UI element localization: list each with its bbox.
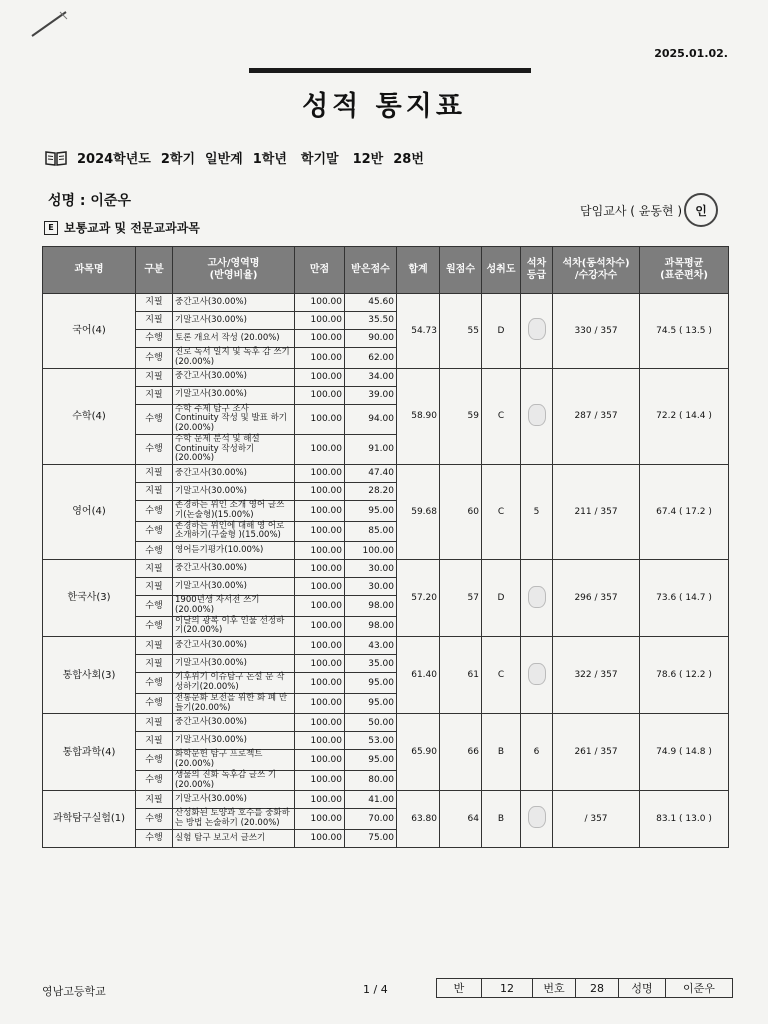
max-score: 100.00: [295, 330, 345, 348]
column-header: 합계: [397, 247, 440, 294]
assessment-type: 수행: [136, 616, 173, 637]
received-score: 98.00: [345, 596, 397, 617]
raw-score: 59: [440, 368, 482, 465]
assessment-type: 지필: [136, 386, 173, 404]
max-score: 100.00: [295, 465, 345, 483]
max-score: 100.00: [295, 312, 345, 330]
received-score: 30.00: [345, 560, 397, 578]
page-number: 1 / 4: [363, 983, 388, 996]
book-icon: [45, 150, 67, 166]
table-row: [43, 714, 729, 732]
rank: 322 / 357: [553, 637, 640, 714]
exam-name: 수학 주제 탐구 조사 Continuity 작성 및 발표 하기(20.00%): [173, 404, 295, 434]
table-row: [43, 368, 729, 386]
semester: 2학기: [160, 152, 196, 167]
track: 일반계: [205, 152, 243, 167]
raw-score: 55: [440, 294, 482, 369]
school-name: 영남고등학교: [42, 985, 106, 998]
total-score: 61.40: [397, 637, 440, 714]
received-score: 100.00: [345, 542, 397, 560]
student-no: 28번: [393, 152, 424, 167]
assessment-type: 지필: [136, 791, 173, 809]
received-score: 53.00: [345, 732, 397, 750]
received-score: 90.00: [345, 330, 397, 348]
exam-name: 중간고사(30.00%): [173, 560, 295, 578]
exam-name: 화학문헌 탐구 프로젝트 (20.00%): [173, 750, 295, 771]
assessment-type: 지필: [136, 578, 173, 596]
received-score: 95.00: [345, 501, 397, 522]
exam-name: 중간고사(30.00%): [173, 637, 295, 655]
max-score: 100.00: [295, 542, 345, 560]
max-score: 100.00: [295, 673, 345, 694]
subject-name: 한국사(3): [43, 560, 136, 637]
class-label: 반: [437, 979, 482, 998]
max-score: 100.00: [295, 809, 345, 830]
exam-name: 기말고사(30.00%): [173, 655, 295, 673]
received-score: 30.00: [345, 578, 397, 596]
teacher-label: 담임교사 ( 윤동현 ): [580, 203, 682, 218]
assessment-type: 수행: [136, 673, 173, 694]
raw-score: 64: [440, 791, 482, 848]
grade-level: 1학년: [252, 152, 287, 167]
term: 학기말: [300, 152, 339, 167]
exam-name: 진로 독서 일지 및 독후 감 쓰기(20.00%): [173, 348, 295, 369]
assessment-type: 지필: [136, 655, 173, 673]
raw-score: 60: [440, 465, 482, 560]
achievement-level: B: [482, 714, 521, 791]
blank-mark: [528, 404, 546, 426]
received-score: 62.00: [345, 348, 397, 369]
class-value: 12: [482, 979, 533, 998]
rank: 330 / 357: [553, 294, 640, 369]
subject-average: 83.1 ( 13.0 ): [640, 791, 729, 848]
class-no: 12반: [352, 152, 384, 167]
subject-name: 영어(4): [43, 465, 136, 560]
subject-average: 67.4 ( 17.2 ): [640, 465, 729, 560]
table-row: [43, 465, 729, 483]
column-header: 만점: [295, 247, 345, 294]
subject-name: 수학(4): [43, 368, 136, 465]
achievement-level: C: [482, 637, 521, 714]
received-score: 95.00: [345, 750, 397, 771]
received-score: 98.00: [345, 616, 397, 637]
pen-mark: [30, 10, 70, 40]
seal-stamp: 인: [684, 193, 718, 227]
received-score: 28.20: [345, 483, 397, 501]
table-row: [43, 791, 729, 809]
achievement-level: B: [482, 791, 521, 848]
assessment-type: 지필: [136, 294, 173, 312]
exam-name: 중간고사(30.00%): [173, 368, 295, 386]
received-score: 80.00: [345, 770, 397, 791]
max-score: 100.00: [295, 501, 345, 522]
assessment-type: 수행: [136, 693, 173, 714]
column-header: 석차 등급: [521, 247, 553, 294]
exam-name: 중간고사(30.00%): [173, 465, 295, 483]
received-score: 41.00: [345, 791, 397, 809]
section-icon: E: [44, 221, 58, 235]
grades-table: [42, 246, 729, 848]
exam-name: 기말고사(30.00%): [173, 386, 295, 404]
total-score: 54.73: [397, 294, 440, 369]
exam-name: 실험 탐구 보고서 글쓰기: [173, 829, 295, 847]
max-score: 100.00: [295, 483, 345, 501]
max-score: 100.00: [295, 294, 345, 312]
exam-name: 기말고사(30.00%): [173, 791, 295, 809]
rank: / 357: [553, 791, 640, 848]
table-row: [43, 560, 729, 578]
received-score: 34.00: [345, 368, 397, 386]
assessment-type: 수행: [136, 542, 173, 560]
page-title: 성적 통지표: [302, 91, 466, 122]
max-score: 100.00: [295, 578, 345, 596]
blank-mark: [528, 806, 546, 828]
assessment-type: 수행: [136, 434, 173, 464]
subject-average: 74.5 ( 13.5 ): [640, 294, 729, 369]
received-score: 95.00: [345, 693, 397, 714]
section-title: 보통교과 및 전문교과과목: [64, 221, 200, 235]
max-score: 100.00: [295, 770, 345, 791]
assessment-type: 수행: [136, 348, 173, 369]
max-score: 100.00: [295, 434, 345, 464]
max-score: 100.00: [295, 791, 345, 809]
rank-grade: [521, 637, 553, 714]
number-value: 28: [576, 979, 619, 998]
subject-average: 73.6 ( 14.7 ): [640, 560, 729, 637]
table-header-row: [43, 247, 729, 294]
column-header: 받은점수: [345, 247, 397, 294]
column-header: 과목명: [43, 247, 136, 294]
assessment-type: 수행: [136, 829, 173, 847]
max-score: 100.00: [295, 655, 345, 673]
received-score: 35.00: [345, 655, 397, 673]
rank-grade: [521, 791, 553, 848]
assessment-type: 수행: [136, 809, 173, 830]
received-score: 85.00: [345, 521, 397, 542]
assessment-type: 지필: [136, 732, 173, 750]
exam-name: 토론 개요서 작성 (20.00%): [173, 330, 295, 348]
subject-average: 78.6 ( 12.2 ): [640, 637, 729, 714]
exam-name: 기말고사(30.00%): [173, 483, 295, 501]
rank: 211 / 357: [553, 465, 640, 560]
student-id-box: [436, 978, 733, 998]
achievement-level: C: [482, 465, 521, 560]
subject-name: 통합사회(3): [43, 637, 136, 714]
rank-grade: 6: [521, 714, 553, 791]
column-header: 원점수: [440, 247, 482, 294]
exam-name: 1900년생 자서전 쓰기 (20.00%): [173, 596, 295, 617]
assessment-type: 지필: [136, 560, 173, 578]
max-score: 100.00: [295, 521, 345, 542]
subject-name: 국어(4): [43, 294, 136, 369]
assessment-type: 지필: [136, 368, 173, 386]
exam-name: 이달의 광복 이후 인물 선정하기(20.00%): [173, 616, 295, 637]
assessment-type: 지필: [136, 714, 173, 732]
exam-name: 전통문화 보전을 위한 화 폐 만들기(20.00%): [173, 693, 295, 714]
exam-name: 기후위기 이슈탐구 논설 문 작성하기(20.00%): [173, 673, 295, 694]
total-score: 58.90: [397, 368, 440, 465]
rank-grade: 5: [521, 465, 553, 560]
received-score: 70.00: [345, 809, 397, 830]
rank-grade: [521, 560, 553, 637]
exam-name: 산성화된 토양과 호수를 중화하는 방법 논술하기 (20.00%): [173, 809, 295, 830]
student-name: 성명 : 이준우: [48, 193, 131, 209]
blank-mark: [528, 586, 546, 608]
rank: 296 / 357: [553, 560, 640, 637]
received-score: 35.50: [345, 312, 397, 330]
exam-name: 존경하는 위인 소개 영어 글쓰기(논술형)(15.00%): [173, 501, 295, 522]
column-header: 성취도: [482, 247, 521, 294]
exam-name: 영어듣기평가(10.00%): [173, 542, 295, 560]
total-score: 63.80: [397, 791, 440, 848]
received-score: 43.00: [345, 637, 397, 655]
max-score: 100.00: [295, 596, 345, 617]
max-score: 100.00: [295, 386, 345, 404]
homeroom-teacher: [580, 193, 718, 227]
school-year: 2024학년도: [77, 152, 151, 167]
blank-mark: [528, 318, 546, 340]
section-heading: [44, 219, 200, 236]
exam-name: 기말고사(30.00%): [173, 578, 295, 596]
received-score: 94.00: [345, 404, 397, 434]
column-header: 고사/영역명 (반영비율): [173, 247, 295, 294]
exam-name: 기말고사(30.00%): [173, 312, 295, 330]
exam-name: 중간고사(30.00%): [173, 714, 295, 732]
assessment-type: 수행: [136, 521, 173, 542]
print-date: 2025.01.02.: [654, 47, 728, 60]
assessment-type: 지필: [136, 483, 173, 501]
table-row: [43, 294, 729, 312]
max-score: 100.00: [295, 637, 345, 655]
achievement-level: C: [482, 368, 521, 465]
assessment-type: 수행: [136, 501, 173, 522]
subject-average: 72.2 ( 14.4 ): [640, 368, 729, 465]
max-score: 100.00: [295, 829, 345, 847]
exam-name: 수학 문제 분석 및 해설 Continuity 작성하기 (20.00%): [173, 434, 295, 464]
received-score: 75.00: [345, 829, 397, 847]
rank: 261 / 357: [553, 714, 640, 791]
max-score: 100.00: [295, 693, 345, 714]
assessment-type: 수행: [136, 404, 173, 434]
received-score: 91.00: [345, 434, 397, 464]
max-score: 100.00: [295, 560, 345, 578]
received-score: 39.00: [345, 386, 397, 404]
raw-score: 66: [440, 714, 482, 791]
max-score: 100.00: [295, 750, 345, 771]
max-score: 100.00: [295, 714, 345, 732]
name-value: 이준우: [666, 979, 733, 998]
rank: 287 / 357: [553, 368, 640, 465]
assessment-type: 수행: [136, 330, 173, 348]
raw-score: 57: [440, 560, 482, 637]
achievement-level: D: [482, 560, 521, 637]
assessment-type: 수행: [136, 770, 173, 791]
max-score: 100.00: [295, 404, 345, 434]
rank-grade: [521, 368, 553, 465]
assessment-type: 수행: [136, 596, 173, 617]
max-score: 100.00: [295, 348, 345, 369]
table-row: [43, 637, 729, 655]
received-score: 47.40: [345, 465, 397, 483]
assessment-type: 지필: [136, 465, 173, 483]
column-header: 석차(동석차수) /수강자수: [553, 247, 640, 294]
max-score: 100.00: [295, 732, 345, 750]
total-score: 59.68: [397, 465, 440, 560]
title-bar: [249, 68, 531, 73]
raw-score: 61: [440, 637, 482, 714]
assessment-type: 지필: [136, 312, 173, 330]
term-info: [45, 148, 424, 167]
received-score: 45.60: [345, 294, 397, 312]
total-score: 65.90: [397, 714, 440, 791]
received-score: 50.00: [345, 714, 397, 732]
max-score: 100.00: [295, 616, 345, 637]
rank-grade: [521, 294, 553, 369]
assessment-type: 수행: [136, 750, 173, 771]
exam-name: 중간고사(30.00%): [173, 294, 295, 312]
subject-name: 과학탐구실험(1): [43, 791, 136, 848]
max-score: 100.00: [295, 368, 345, 386]
exam-name: 생물의 진화 독후감 글쓰 기(20.00%): [173, 770, 295, 791]
column-header: 구분: [136, 247, 173, 294]
exam-name: 기말고사(30.00%): [173, 732, 295, 750]
blank-mark: [528, 663, 546, 685]
assessment-type: 지필: [136, 637, 173, 655]
received-score: 95.00: [345, 673, 397, 694]
total-score: 57.20: [397, 560, 440, 637]
achievement-level: D: [482, 294, 521, 369]
name-label: 성명: [619, 979, 666, 998]
number-label: 번호: [533, 979, 576, 998]
column-header: 과목평균 (표준편차): [640, 247, 729, 294]
subject-name: 통합과학(4): [43, 714, 136, 791]
subject-average: 74.9 ( 14.8 ): [640, 714, 729, 791]
exam-name: 존경하는 위인에 대해 영 어로 소개하기(구술형 )(15.00%): [173, 521, 295, 542]
